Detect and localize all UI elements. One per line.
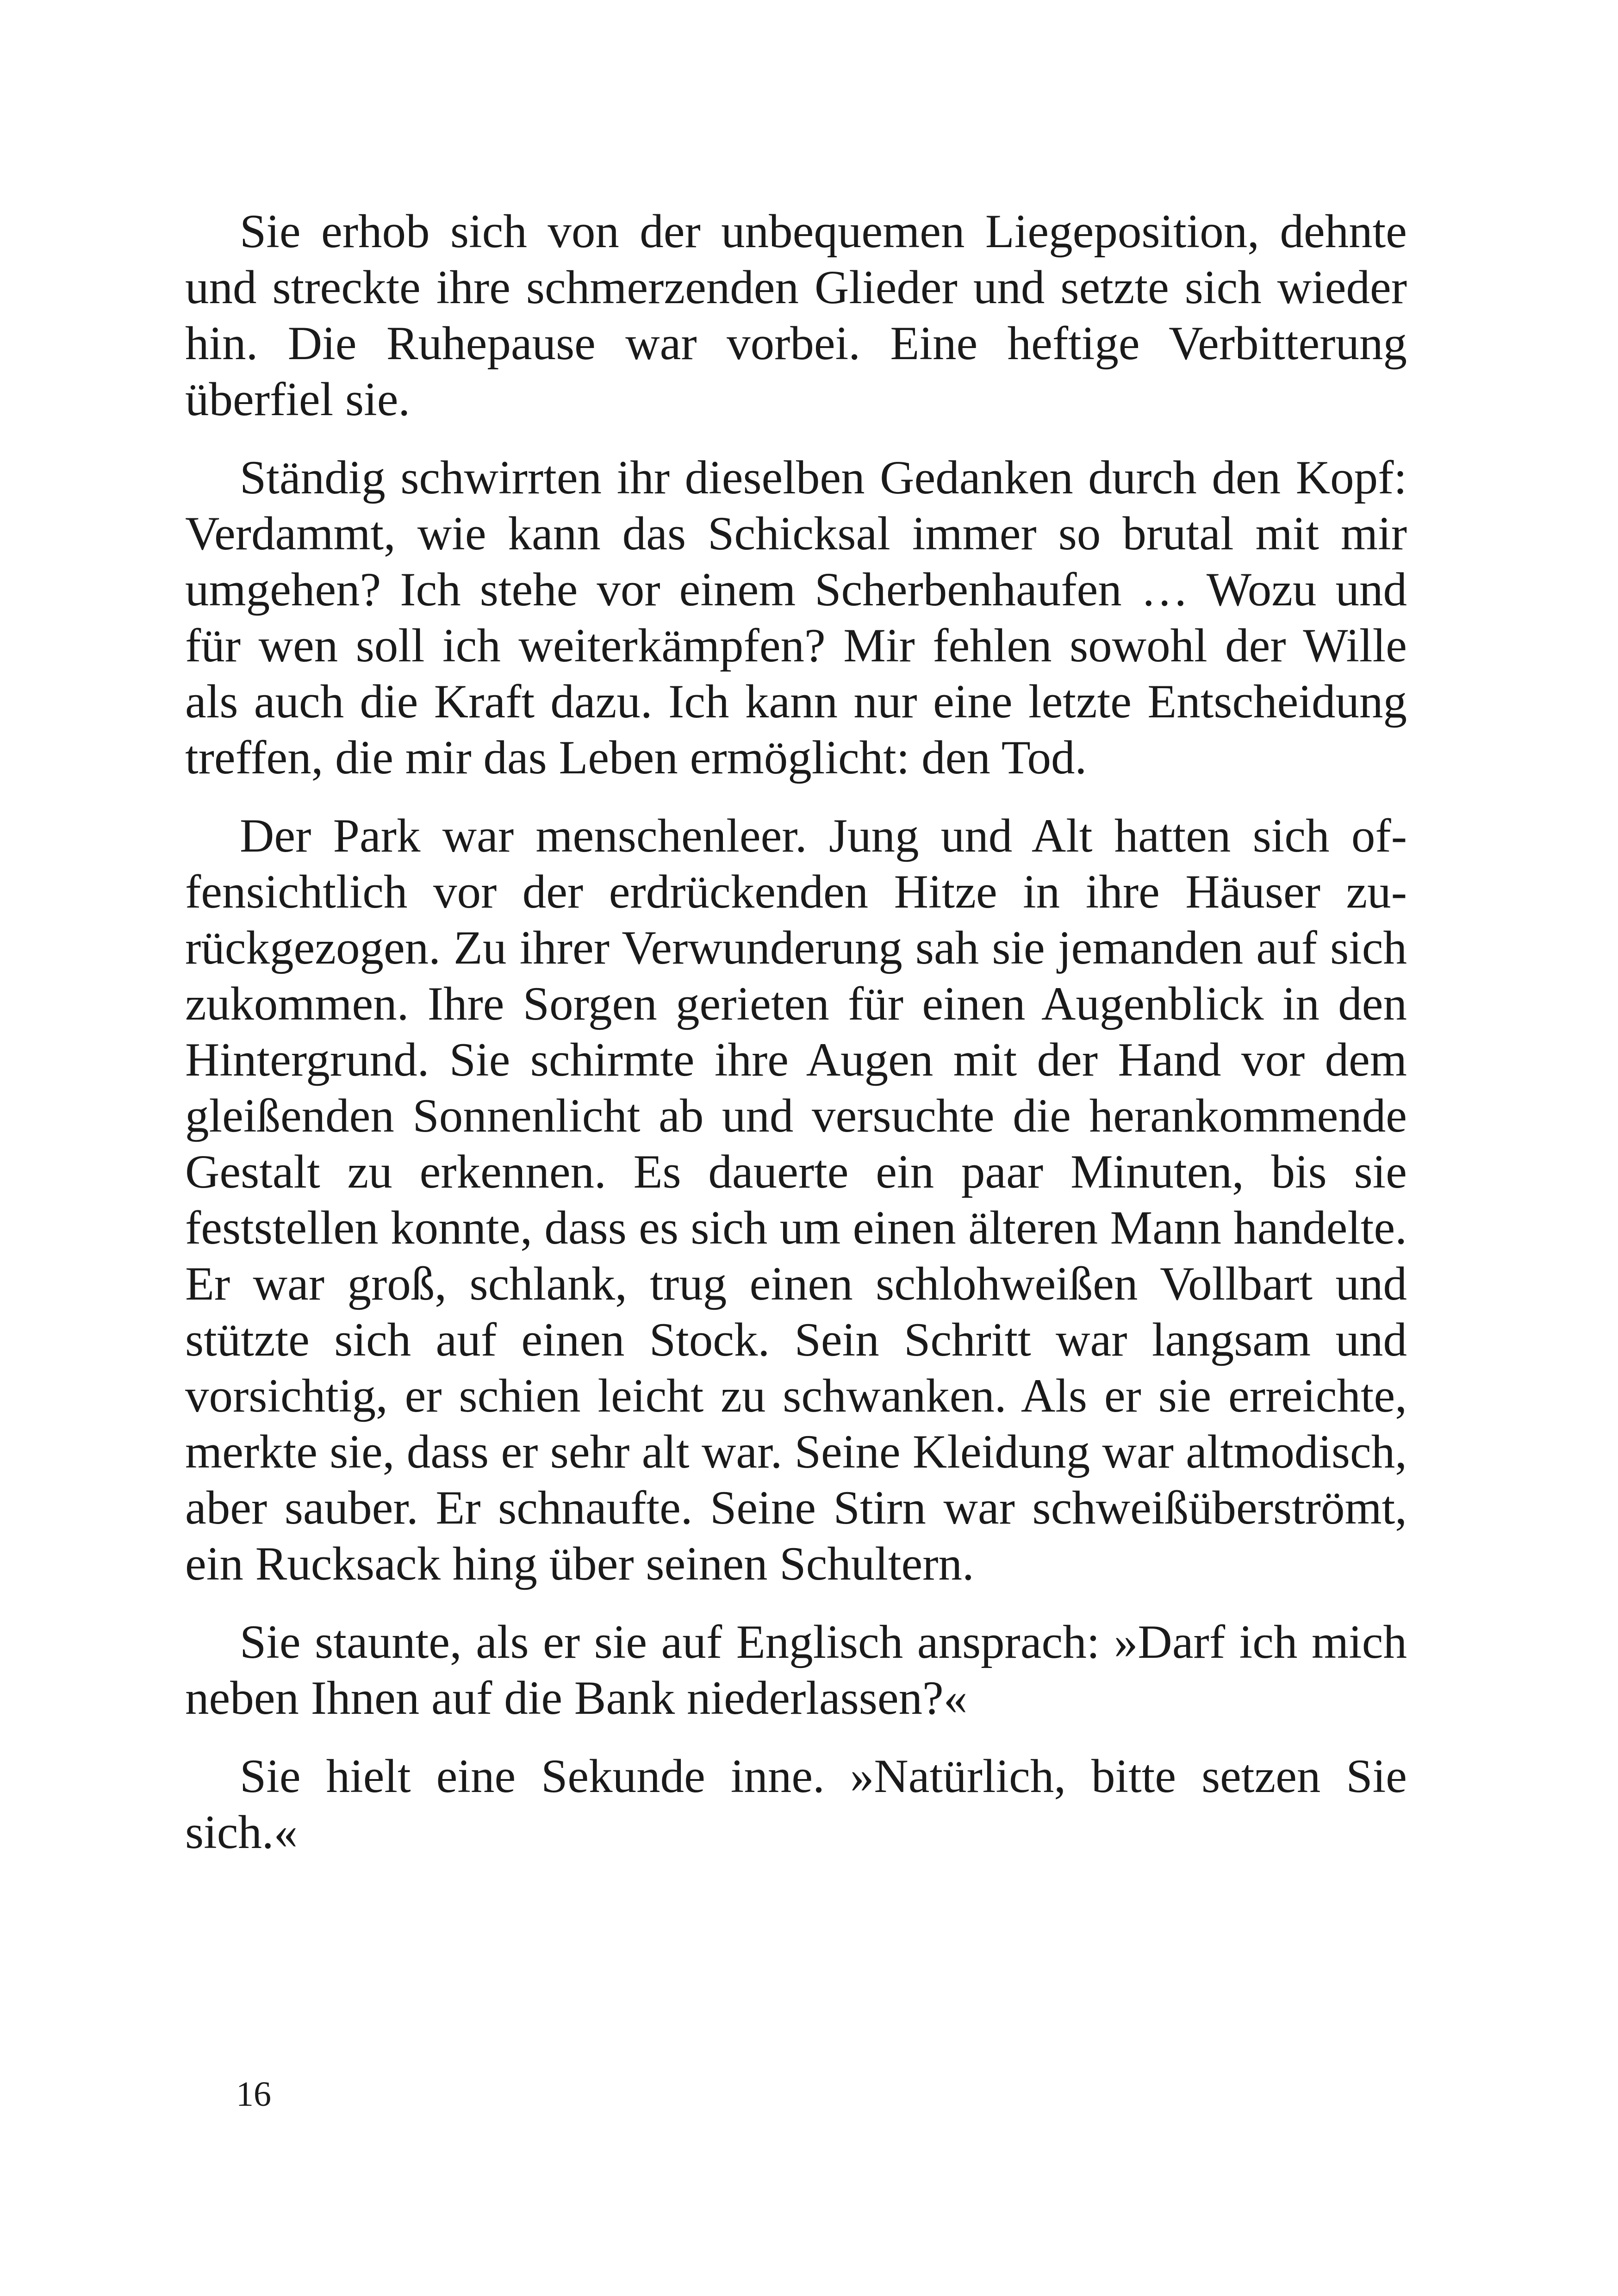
body-text [185, 204, 1407, 1883]
paragraph-5: Sie hielt eine Sekunde inne. »Natürlich, bitte setzen Sie sich.« [185, 1750, 1407, 1859]
paragraph-1: Sie erhob sich von der unbequemen Liegeposition, dehnte und streckte ihre schmerzenden Glieder und setzte sich wieder hin. Die Ruhepause war vorbei. Eine heftige Verbitterung überfiel sie. [185, 205, 1407, 426]
paragraph-3: Der Park war menschenleer. Jung und Alt hatten sich offensichtlich vor der erdrückenden Hitze in ihre Häuser zurückgezogen. Zu ihrer Verwunderung sah sie jemanden auf sich zukommen. Ihre Sorgen gerieten für einen Augenblick in den Hintergrund. Sie schirmte ihre Augen mit der Hand vor dem gleißenden Sonnenlicht ab und versuchte die herankommende Gestalt zu erkennen. Es dauerte ein paar Minuten, bis sie feststellen konnte, dass es sich um einen älteren Mann handelte. Er war groß, schlank, trug einen schlohweißen Vollbart und stützte sich auf einen Stock. Sein Schritt war langsam und vorsichtig, er schien leicht zu schwanken. Als er sie erreichte, merkte sie, dass er sehr alt war. Seine Kleidung war altmodisch, aber sauber. Er schnaufte. Seine Stirn war schweißüberströmt, ein Rucksack hing über seinen Schultern. [185, 809, 1407, 1590]
page-number: 16 [236, 2075, 271, 2114]
paragraph-2: Ständig schwirrten ihr dieselben Gedanken durch den Kopf: Verdammt, wie kann das Schicksal immer so brutal mit mir umgehen? Ich stehe vor einem Scherbenhaufen … Wozu und für wen soll ich weiterkämpfen? Mir fehlen sowohl der Wille als auch die Kraft dazu. Ich kann nur eine letzte Entscheidung treffen, die mir das Leben ermöglicht: den Tod. [185, 451, 1407, 784]
paragraph-4: Sie staunte, als er sie auf Englisch ansprach: »Darf ich mich neben Ihnen auf die Bank niederlassen?« [185, 1616, 1407, 1724]
